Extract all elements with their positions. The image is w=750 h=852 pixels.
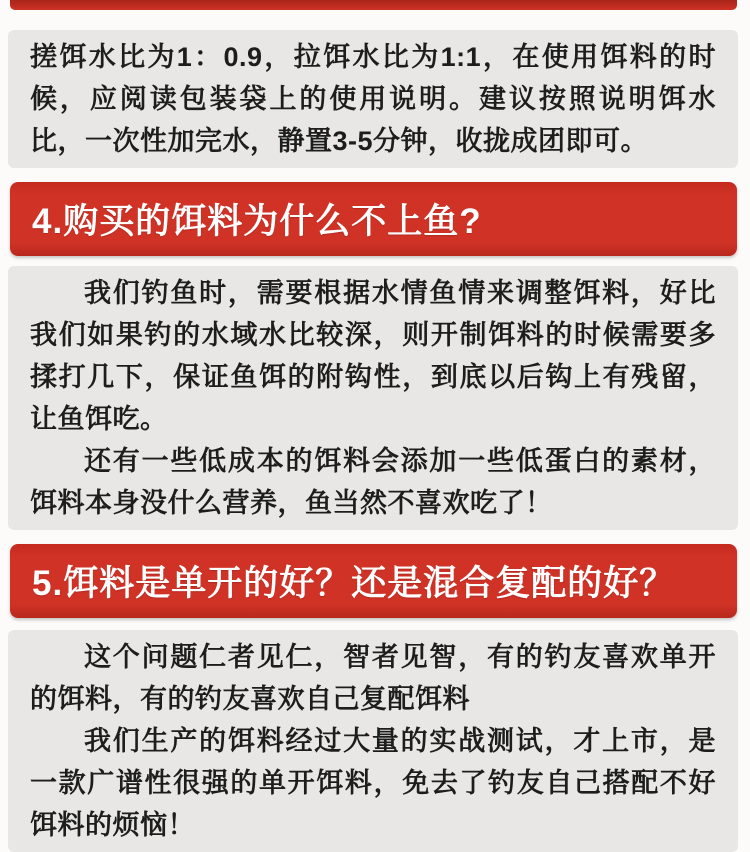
section-5-title: 5.饵料是单开的好？还是混合复配的好？ xyxy=(32,564,676,603)
intro-paragraph: 搓饵水比为1：0.9，拉饵水比为1:1，在使用饵料的时候，应阅读包装袋上的使用说明。建议按照说明饵水比，一次性加完水，静置3-5分钟，收拢成团即可。 xyxy=(30,42,716,156)
section-4-panel xyxy=(8,266,738,530)
section-5-paragraph-2: 我们生产的饵料经过大量的实战测试，才上市，是一款广谱性很强的单开饵料，免去了钓友自己搭配不好饵料的烦恼！ xyxy=(30,726,716,840)
section-4-title: 4.购买的饵料为什么不上鱼? xyxy=(32,202,482,241)
section-5-banner xyxy=(10,544,737,618)
section-5-panel xyxy=(8,630,738,852)
section-4-paragraph-1: 我们钓鱼时，需要根据水情鱼情来调整饵料，好比我们如果钓的水域水比较深，则开制饵料的时候需要多揉打几下，保证鱼饵的附钩性，到底以后钩上有残留，让鱼饵吃。 xyxy=(30,278,716,434)
section-4-banner xyxy=(10,182,737,256)
intro-panel xyxy=(8,30,738,168)
section-4-paragraph-2: 还有一些低成本的饵料会添加一些低蛋白的素材，饵料本身没什么营养，鱼当然不喜欢吃了！ xyxy=(30,446,716,518)
section-5-paragraph-1: 这个问题仁者见仁，智者见智，有的钓友喜欢单开的饵料，有的钓友喜欢自己复配饵料 xyxy=(30,642,716,714)
previous-banner-remnant xyxy=(10,0,737,10)
